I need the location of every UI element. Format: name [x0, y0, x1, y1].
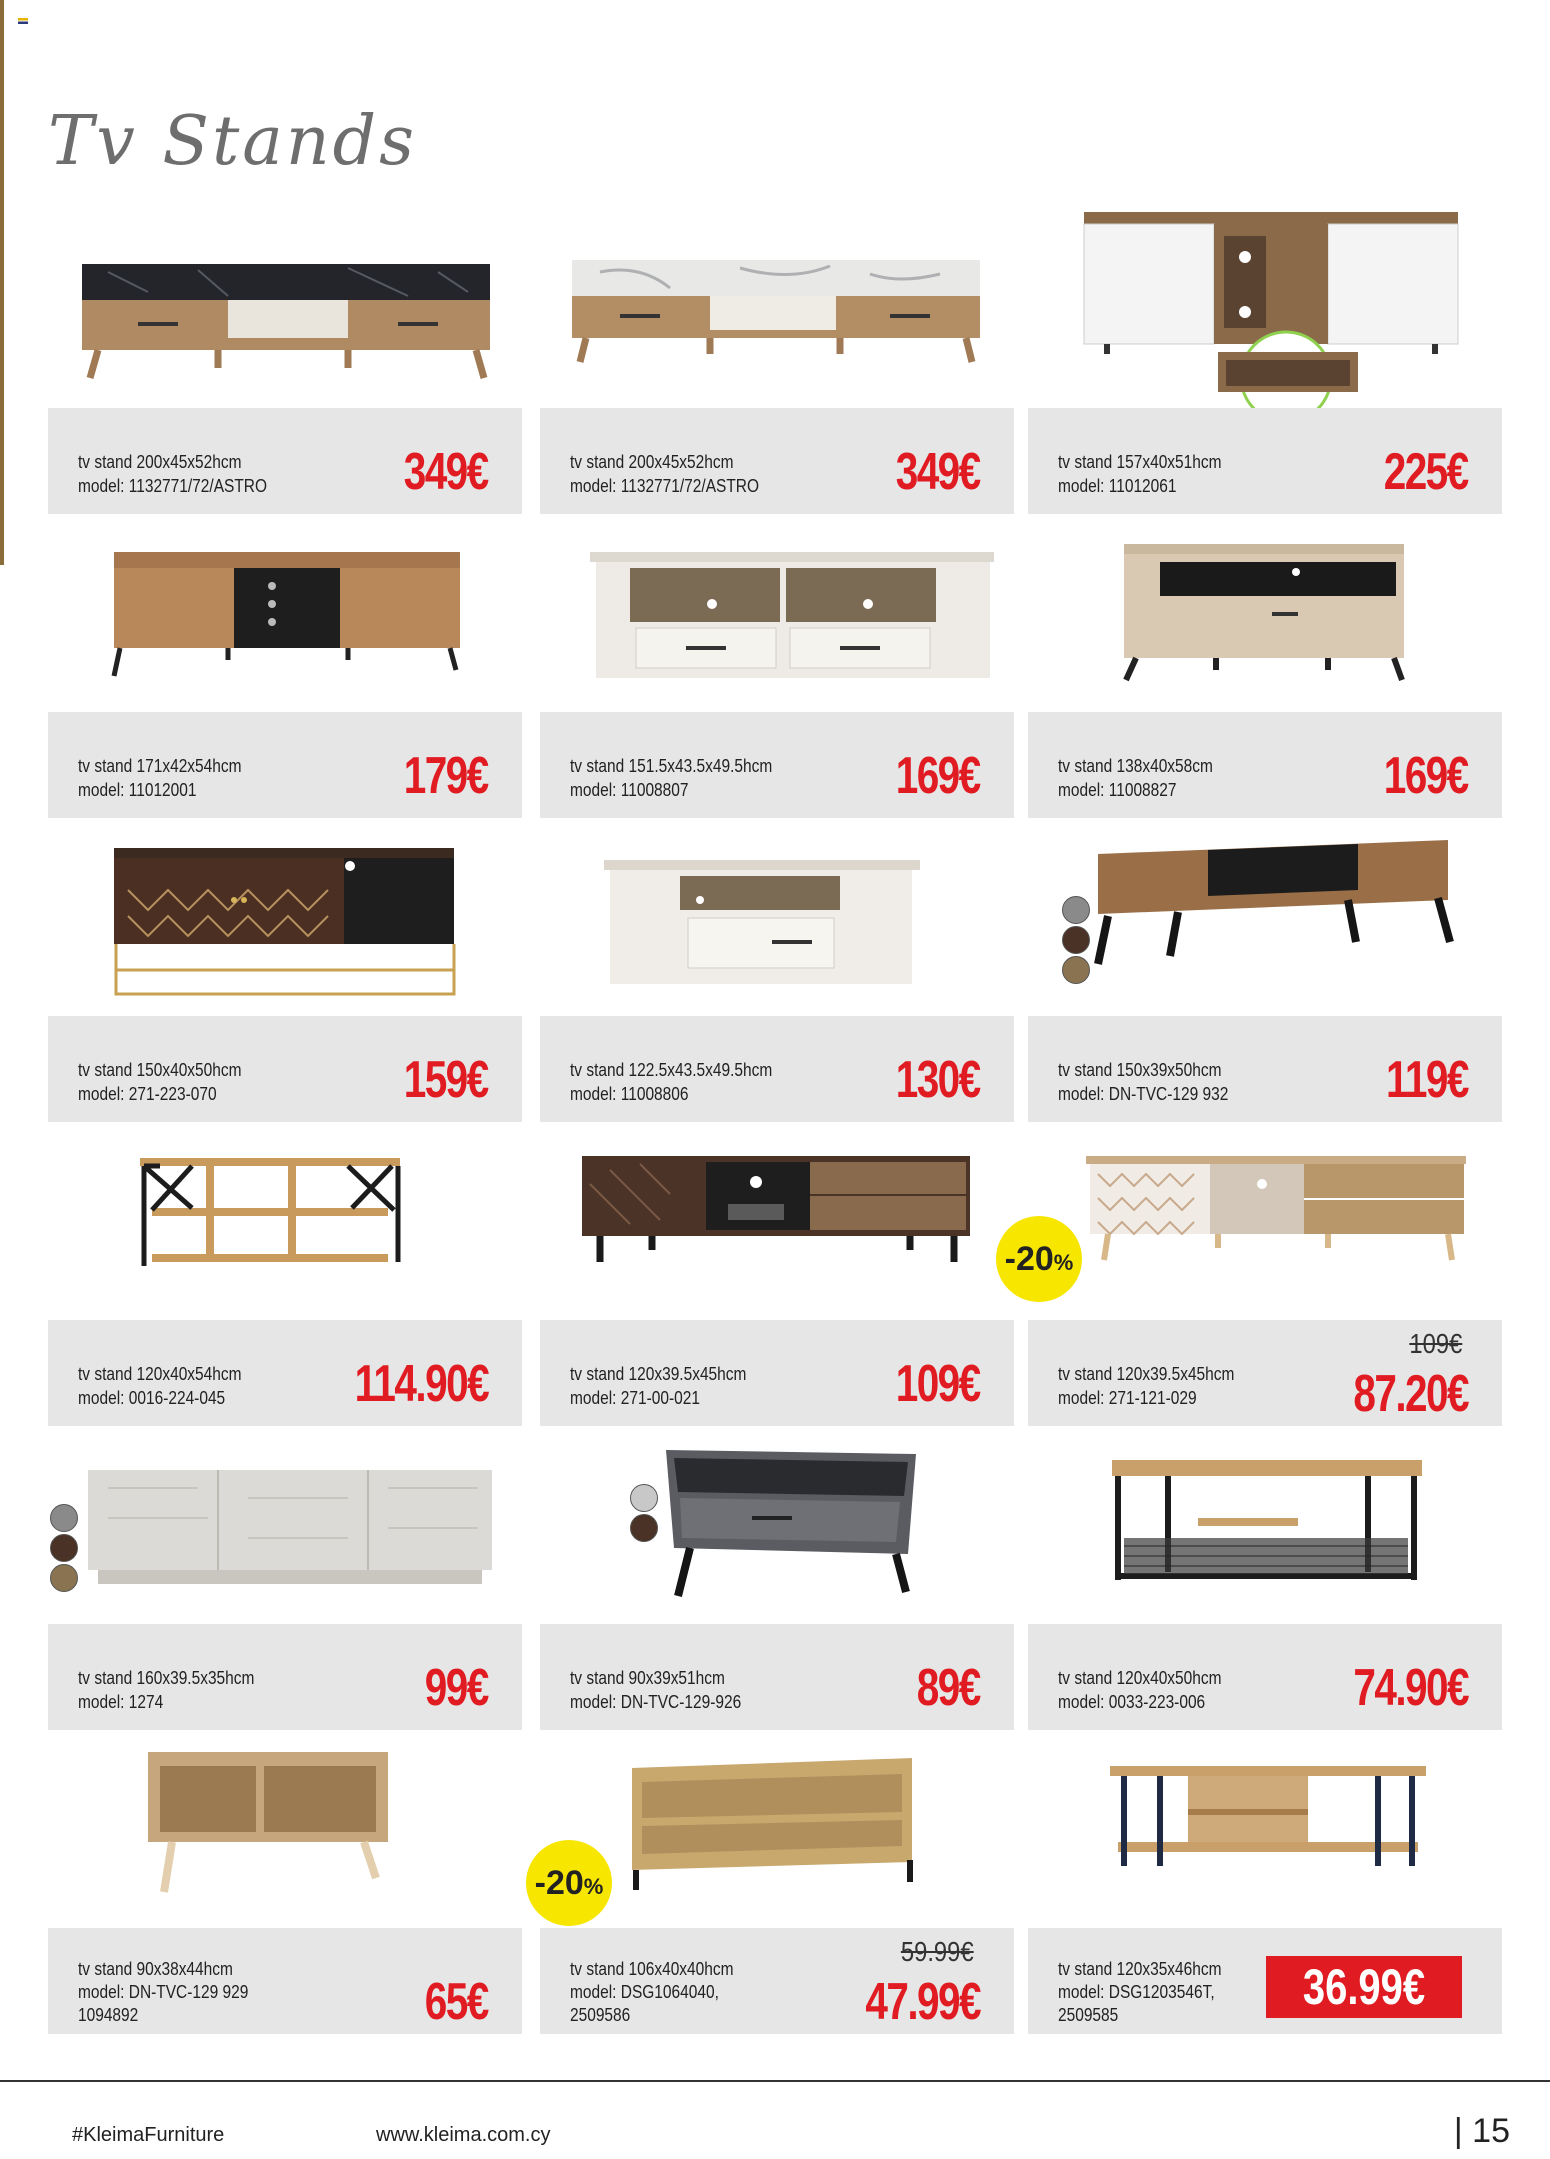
product-price: 349€: [404, 443, 488, 501]
color-swatches: [1062, 896, 1090, 986]
product-info: [1028, 1320, 1502, 1426]
product-card[interactable]: [1028, 212, 1502, 516]
product-info: [540, 712, 1014, 818]
product-price: 169€: [1384, 747, 1468, 805]
product-price: 65€: [425, 1973, 488, 2031]
product-description: tv stand 122.5x43.5x49.5hcm model: 11008806: [570, 1060, 773, 1104]
discount-badge: -20%: [526, 1840, 612, 1926]
product-card[interactable]: [48, 516, 522, 820]
product-image: [48, 1428, 522, 1624]
product-description: tv stand 120x39.5x45hcm model: 271-00-021: [570, 1364, 747, 1408]
product-image: [540, 516, 1014, 712]
product-image: [1028, 820, 1502, 1016]
product-description: tv stand 90x39x51hcm model: DN-TVC-129-926: [570, 1668, 742, 1712]
product-price: 89€: [917, 1659, 980, 1717]
product-description: tv stand 151.5x43.5x49.5hcm model: 11008807: [570, 756, 773, 800]
product-card[interactable]: [1028, 820, 1502, 1124]
product-info: [48, 1016, 522, 1122]
product-image: [1028, 1428, 1502, 1624]
product-description: tv stand 200x45x52hcm model: 1132771/72/ASTRO: [570, 452, 760, 496]
product-info: [540, 1320, 1014, 1426]
product-image: [1028, 1732, 1502, 1928]
product-description: tv stand 90x38x44hcm model: DN-TVC-129 929 1094892: [78, 1959, 249, 2025]
product-info: [540, 1928, 1014, 2034]
product-info: [48, 1320, 522, 1426]
product-price: 130€: [896, 1051, 980, 1109]
product-price: 169€: [896, 747, 980, 805]
product-info: [1028, 712, 1502, 818]
product-card[interactable]: [1028, 1732, 1502, 2036]
product-info: [1028, 1016, 1502, 1122]
product-info: [540, 408, 1014, 514]
product-price: 225€: [1384, 443, 1468, 501]
product-info: [1028, 1624, 1502, 1730]
product-price: 74.90€: [1353, 1659, 1468, 1717]
product-card[interactable]: [534, 1732, 1014, 2036]
product-price: 114.90€: [354, 1355, 488, 1413]
product-info: [540, 1016, 1014, 1122]
product-info: [48, 1928, 522, 2034]
product-info: [1028, 408, 1502, 514]
page-number: | 15: [1453, 2112, 1510, 2150]
product-image: [540, 1124, 1014, 1320]
product-card[interactable]: [1028, 516, 1502, 820]
corner-flag-mark: [18, 18, 28, 24]
product-info: [48, 408, 522, 514]
color-swatches: [50, 1504, 78, 1594]
price-highlight-box: [1266, 1956, 1462, 2018]
product-image: [48, 516, 522, 712]
color-swatches: [630, 1484, 658, 1544]
product-price: 99€: [425, 1659, 488, 1717]
page-title: Tv Stands: [48, 102, 418, 181]
product-info: [1028, 1928, 1502, 2034]
product-description: tv stand 150x40x50hcm model: 271-223-070: [78, 1060, 242, 1104]
product-image: [534, 1732, 1014, 1928]
product-image: [540, 820, 1014, 1016]
product-image: [48, 212, 522, 408]
discount-badge: -20%: [996, 1216, 1082, 1302]
product-description: tv stand 120x40x54hcm model: 0016-224-045: [78, 1364, 242, 1408]
product-card[interactable]: [1028, 1428, 1502, 1732]
product-image: [1004, 1124, 1502, 1320]
product-card[interactable]: [540, 516, 1014, 820]
product-description: tv stand 120x35x46hcm model: DSG1203546T, 2509585: [1058, 1959, 1222, 2025]
product-image: [540, 212, 1014, 408]
product-image: [48, 1732, 522, 1928]
product-card[interactable]: [1004, 1124, 1502, 1428]
product-card[interactable]: [48, 1732, 522, 2036]
product-price: 87.20€: [1353, 1365, 1468, 1423]
product-price: 349€: [896, 443, 980, 501]
product-image: [1028, 516, 1502, 712]
product-image: [48, 1124, 522, 1320]
product-info: [540, 1624, 1014, 1730]
old-price: 59.99€: [901, 1936, 974, 1967]
product-image: [1028, 212, 1502, 408]
footer-hashtag: #KleimaFurniture: [72, 2124, 225, 2146]
product-price: 179€: [404, 747, 488, 805]
product-card[interactable]: [48, 1124, 522, 1428]
product-image: [540, 1428, 1014, 1624]
product-description: tv stand 160x39.5x35hcm model: 1274: [78, 1668, 255, 1712]
product-description: tv stand 200x45x52hcm model: 1132771/72/ASTRO: [78, 452, 268, 496]
product-info: [48, 1624, 522, 1730]
product-card[interactable]: [540, 1428, 1014, 1732]
product-description: tv stand 106x40x40hcm model: DSG1064040, 2509586: [570, 1959, 734, 2025]
product-info: [48, 712, 522, 818]
product-description: tv stand 138x40x58cm model: 11008827: [1058, 756, 1213, 800]
product-price: 119€: [1386, 1051, 1468, 1109]
product-card[interactable]: [540, 820, 1014, 1124]
footer-website-link[interactable]: www.kleima.com.cy: [376, 2124, 551, 2146]
product-description: tv stand 120x39.5x45hcm model: 271-121-029: [1058, 1364, 1235, 1408]
product-image: [48, 820, 522, 1016]
product-description: tv stand 120x40x50hcm model: 0033-223-006: [1058, 1668, 1222, 1712]
product-price: 109€: [896, 1355, 980, 1413]
product-description: tv stand 171x42x54hcm model: 11012001: [78, 756, 242, 800]
product-card[interactable]: [540, 1124, 1014, 1428]
product-card[interactable]: [48, 820, 522, 1124]
product-price: 47.99€: [865, 1973, 980, 2031]
product-price: 36.99€: [1302, 1959, 1426, 2015]
product-card[interactable]: [48, 212, 522, 516]
product-card[interactable]: [540, 212, 1014, 516]
page-edge-strip: [0, 0, 4, 565]
product-price: 159€: [404, 1051, 488, 1109]
footer-divider: [0, 2080, 1550, 2082]
old-price: 109€: [1409, 1328, 1462, 1359]
product-card[interactable]: [48, 1428, 522, 1732]
product-description: tv stand 150x39x50hcm model: DN-TVC-129 932: [1058, 1060, 1229, 1104]
product-description: tv stand 157x40x51hcm model: 11012061: [1058, 452, 1222, 496]
